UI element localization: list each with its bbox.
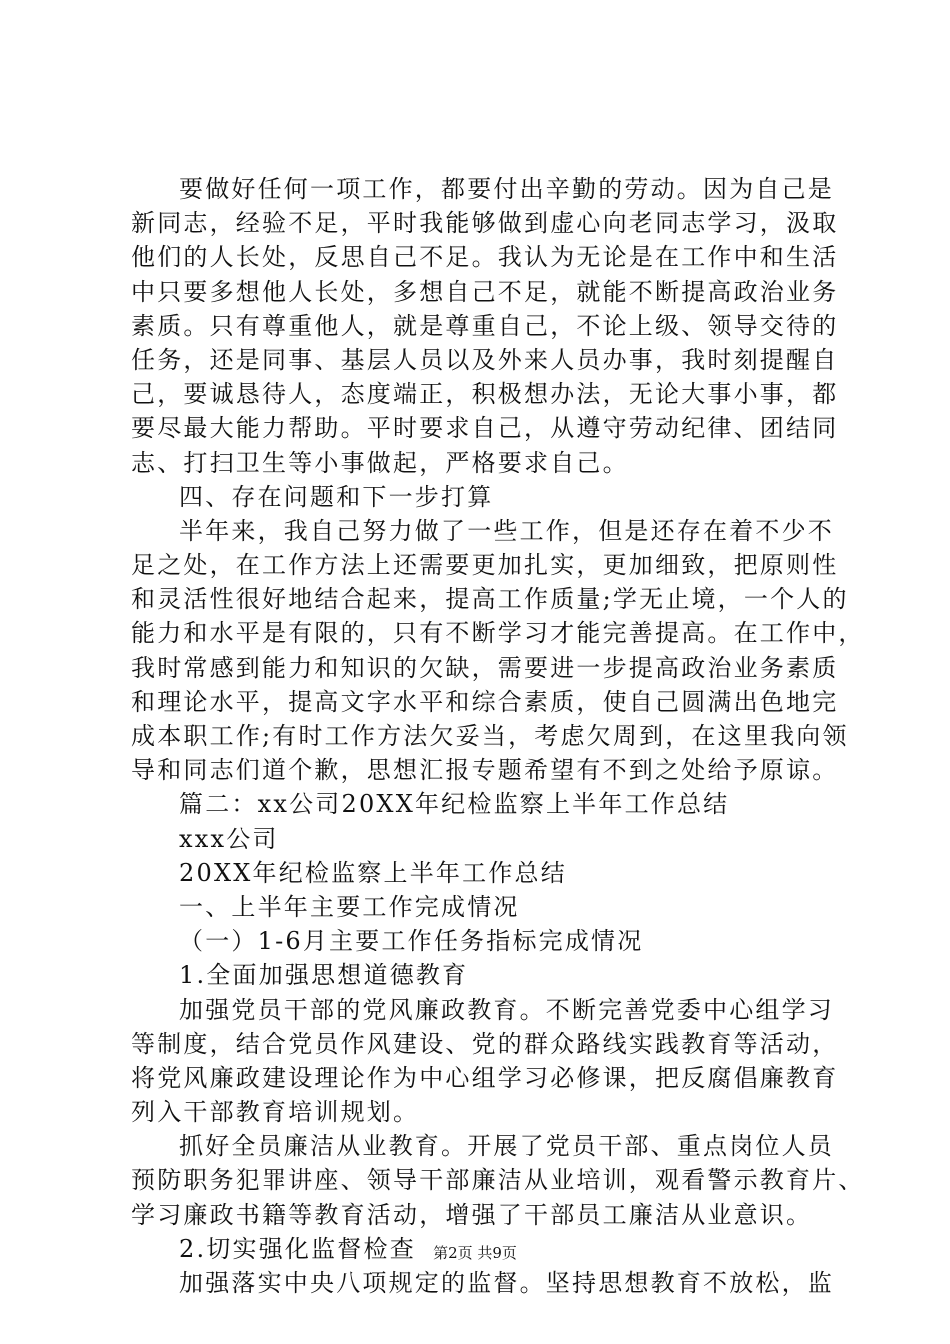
section-heading: 四、存在问题和下一步打算 bbox=[179, 482, 494, 511]
paragraph-line: 中只要多想他人长处，多想自己不足，就能不断提高政治业务 bbox=[131, 277, 839, 306]
paragraph-line: 和灵活性很好地结合起来，提高工作质量;学无止境，一个人的 bbox=[131, 585, 849, 614]
paragraph-line: 新同志，经验不足，平时我能够做到虚心向老同志学习，汲取 bbox=[131, 209, 839, 238]
paragraph-line: 成本职工作;有时工作方法欠妥当，考虑欠周到，在这里我向领 bbox=[131, 722, 849, 750]
paragraph-line: 要尽最大能力帮助。平时要求自己，从遵守劳动纪律、团结同 bbox=[131, 414, 839, 443]
paragraph-line: 预防职务犯罪讲座、领导干部廉洁从业培训，观看警示教育片、 bbox=[131, 1166, 865, 1195]
paragraph-line: 己，要诚恳待人，态度端正，积极想办法，无论大事小事，都 bbox=[131, 380, 839, 409]
paragraph-line: 导和同志们道个歉，思想汇报专题希望有不到之处给予原谅。 bbox=[131, 756, 839, 785]
item-heading: 1.全面加强思想道德教育 bbox=[179, 961, 469, 990]
paragraph-line: 将党风廉政建设理论作为中心组学习必修课，把反腐倡廉教育 bbox=[131, 1063, 839, 1092]
page-number-footer: 第2页 共9页 bbox=[433, 1244, 517, 1262]
paragraph-line: 志、打扫卫生等小事做起，严格要求自己。 bbox=[131, 448, 629, 477]
paragraph-line: 我时常感到能力和知识的欠缺，需要进一步提高政治业务素质 bbox=[131, 653, 839, 682]
paragraph-line: 足之处，在工作方法上还需要更加扎实，更加细致，把原则性 bbox=[131, 551, 839, 580]
item-heading: 2.切实强化监督检查 bbox=[179, 1234, 416, 1263]
paragraph-line: 和理论水平，提高文字水平和综合素质，使自己圆满出色地完 bbox=[131, 687, 839, 716]
paragraph-line: 要做好任何一项工作，都要付出辛勤的劳动。因为自己是 bbox=[179, 175, 834, 203]
paragraph-line: 学习廉政书籍等教育活动，增强了干部员工廉洁从业意识。 bbox=[131, 1200, 813, 1229]
paragraph-line: 列入干部教育培训规划。 bbox=[131, 1098, 420, 1127]
paragraph-line: 半年来，我自己努力做了一些工作，但是还存在着不少不 bbox=[179, 516, 834, 545]
report-title: 20XX年纪检监察上半年工作总结 bbox=[179, 858, 567, 887]
paragraph-line: 等制度，结合党员作风建设、党的群众路线实践教育等活动， bbox=[131, 1029, 839, 1058]
document-body bbox=[131, 172, 865, 1300]
paragraph-line: 他们的人长处，反思自己不足。我认为无论是在工作中和生活 bbox=[131, 243, 839, 272]
chapter-title: 篇二：xx公司20XX年纪检监察上半年工作总结 bbox=[179, 790, 730, 819]
company-name: xxx公司 bbox=[179, 824, 279, 853]
paragraph-line: 能力和水平是有限的，只有不断学习才能完善提高。在工作中， bbox=[131, 619, 865, 648]
paragraph-line: 抓好全员廉洁从业教育。开展了党员干部、重点岗位人员 bbox=[179, 1132, 834, 1161]
subsection-heading: （一）1-6月主要工作任务指标完成情况 bbox=[179, 927, 644, 956]
paragraph-line: 任务，还是同事、基层人员以及外来人员办事，我时刻提醒自 bbox=[131, 345, 839, 374]
paragraph-line: 加强落实中央八项规定的监督。坚持思想教育不放松，监 bbox=[179, 1269, 834, 1297]
paragraph-line: 素质。只有尊重他人，就是尊重自己，不论上级、领导交待的 bbox=[131, 311, 839, 340]
paragraph-line: 加强党员干部的党风廉政教育。不断完善党委中心组学习 bbox=[179, 995, 834, 1024]
section-heading: 一、上半年主要工作完成情况 bbox=[179, 892, 520, 921]
